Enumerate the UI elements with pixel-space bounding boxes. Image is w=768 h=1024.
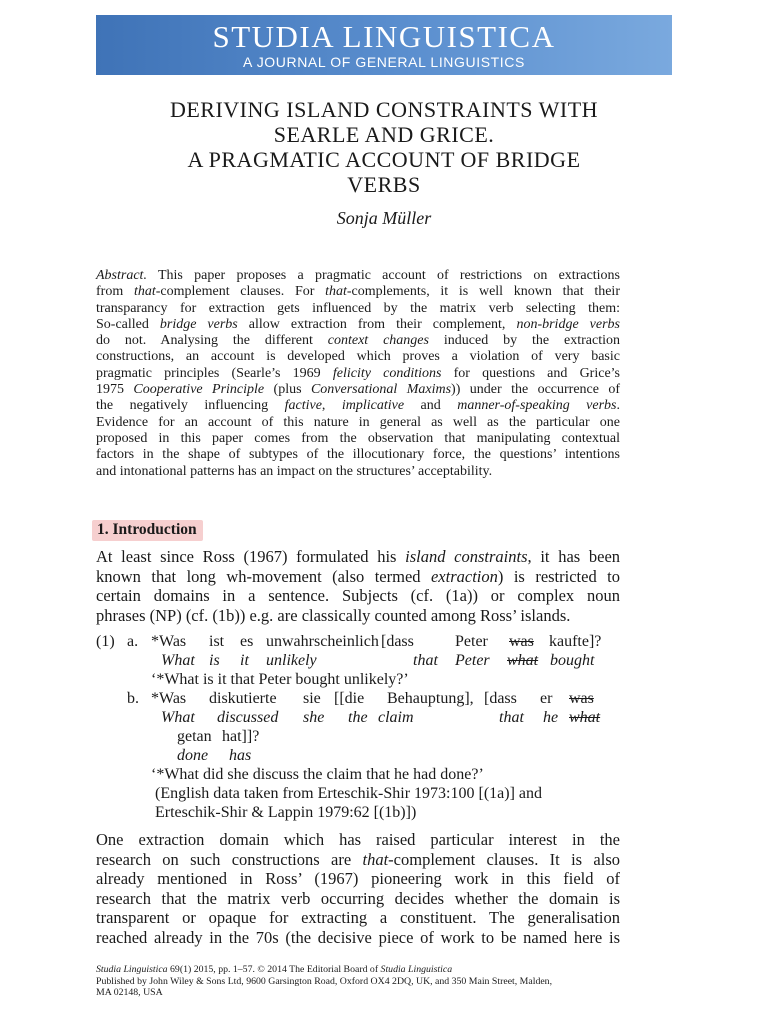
example-word: *Was [151,633,187,650]
journal-name: STUDIA LINGUISTICA [212,19,556,54]
abstract-text: pragmatic principles (Searle’s 1969 [96,365,333,381]
section-heading: 1. Introduction [92,520,203,541]
abstract-term: felicity conditions [332,365,442,381]
gloss-word: that [413,652,438,669]
abstract-text: for questions and Grice’s [441,365,620,381]
body-line: certain domains in a sentence. Subjects (cf. (1a)) or complex noun [96,586,620,606]
body-term: that [362,849,389,869]
abstract-line [96,366,620,382]
body-line: One extraction domain which has raised particular interest in the [96,830,620,849]
body-line: already mentioned in Ross’ (1967) pioneering work in this field of [96,869,620,889]
abstract-term: Cooperative Principle [133,382,265,398]
gloss-word: What [161,709,195,726]
example-source: (English data taken from Erteschik-Shir 1973:100 [(1a)] and [155,785,542,802]
gloss-word: it [240,652,249,669]
abstract-text: allow extraction from their complement, [237,316,517,332]
example-word: [[die [334,690,365,707]
example-number: (1) [96,633,115,650]
journal-subtitle: A JOURNAL OF GENERAL LINGUISTICS [243,54,525,70]
body-line: research that the matrix verb occurring decides whether the domain is [96,888,620,908]
body-line [96,850,620,870]
abstract-term: Conversational Maxims [310,382,452,398]
example-word: ist [209,633,225,650]
gloss-word: she [303,709,325,726]
abstract-text: the negatively influencing [96,398,285,414]
example-word: [dass [484,690,517,707]
abstract-text: -complement clauses. For [155,284,326,300]
footer [96,964,672,999]
footer-publisher: MA 02148, USA [96,987,163,999]
gloss-word: the [348,709,368,726]
abstract-term: bridge verbs [159,316,238,332]
abstract-term: manner-of-speaking verbs [457,398,617,414]
abstract-text: . [616,398,620,414]
body-text: known that long wh-movement (also termed [96,566,431,586]
gloss-word: bought [550,652,595,669]
example-trace: was [509,633,534,650]
abstract-text: 1975 [96,382,134,398]
abstract-text: )) under the occurrence of [451,382,621,398]
body-term: extraction [430,566,498,586]
footer-text: 69(1) 2015, pp. 1–57. © 2014 The Editorial Board of [167,964,381,975]
gloss-word: discussed [217,709,279,726]
gloss-word: he [543,709,559,726]
body-line [96,567,620,587]
abstract-line [96,398,620,414]
body-text: -complement clauses. It is also [388,849,620,869]
abstract-line: and intonational patterns has an impact on the structures’ acceptability. [96,463,493,479]
abstract-line: constructions, an account is developed which proves a violation of very basic [96,349,620,365]
abstract-term: implicative [341,398,405,414]
gloss-word: Peter [455,652,490,669]
body-term: island constraints [405,547,528,566]
gloss-word: What [161,652,195,669]
example-translation-b: ‘*What did she discuss the claim that he had done?’ [151,766,484,783]
abstract-text: This paper proposes a pragmatic account of restrictions on extractions [157,268,621,283]
abstract-line [96,317,620,333]
example-word: Peter [455,633,488,650]
example-word: *Was [151,690,187,707]
example-word: hat]]? [222,728,260,745]
title-line: VERBS [347,172,421,197]
example-word: sie [303,690,321,707]
abstract-text: -complements, it is well known that their [346,284,620,300]
example-label-a: a. [127,633,139,650]
gloss-trace: what [569,709,601,726]
gloss-word: is [209,652,220,669]
body-text: At least since Ross (1967) formulated his [96,547,406,566]
gloss-word: unlikely [266,652,317,669]
body-line [96,547,620,567]
example-word: Behauptung], [387,690,474,707]
example-word: kaufte]? [549,633,602,650]
abstract-term: context changes [327,333,429,349]
abstract-text: So-called [96,316,160,332]
abstract-text: from [96,284,134,300]
example-word: getan [177,728,212,745]
example-word: unwahrscheinlich [266,633,379,650]
abstract-text: (plus [264,382,311,398]
abstract-term: factive [284,398,322,414]
article-title [96,97,672,197]
abstract-line: factors in the shape of subtypes of the illocutionary force, the questions’ intentions [96,447,620,463]
abstract-line: transparancy for extraction gets influenced by the matrix verb selecting them: [96,300,620,316]
body-line: transparent or opaque for extracting a constituent. The generalisation [96,908,620,928]
example-source: Erteschik-Shir & Lappin 1979:62 [(1b)]) [155,804,417,821]
footer-journal: Studia Linguistica [380,964,453,975]
abstract-line: proposed in this paper comes from the observation that manipulating contextual [96,430,620,446]
gloss-word: claim [378,709,414,726]
abstract-text: induced by the extraction [428,333,621,349]
abstract-text: and [404,398,458,414]
abstract-line [96,382,620,398]
title-line: SEARLE AND GRICE. [273,122,495,147]
journal-banner [96,15,672,75]
title-line: A PRAGMATIC ACCOUNT OF BRIDGE [187,147,581,172]
abstract-line [96,284,620,300]
gloss-word: done [177,747,209,764]
abstract-line: Evidence for an account of this nature in general as well as the particular one [96,414,620,430]
title-line: DERIVING ISLAND CONSTRAINTS WITH [169,97,599,122]
abstract-text: , [321,398,342,414]
abstract-term: that [133,284,156,300]
example-word: [dass [381,633,414,650]
example-word: es [240,633,254,650]
author-name: Sonja Müller [336,208,432,228]
abstract-line [96,268,620,284]
footer-citation [96,964,672,976]
abstract-term: non-bridge verbs [516,316,620,332]
abstract-text: do not. Analysing the different [96,333,328,349]
body-text: ) is restricted to [497,566,621,586]
example-word: diskutierte [209,690,277,707]
body-text: , it has been [527,547,621,566]
gloss-word: has [229,747,252,764]
example-translation-a: ‘*What is it that Peter bought unlikely?’ [151,671,409,688]
example-trace: was [569,690,594,707]
body-line: phrases (NP) (cf. (1b)) e.g. are classically counted among Ross’ islands. [96,605,571,625]
footer-publisher: Published by John Wiley & Sons Ltd, 9600 Garsington Road, Oxford OX4 2DQ, UK, and 350 Main Street, Malden, [96,975,553,987]
body-text: research on such constructions are [96,849,363,869]
gloss-word: that [499,709,524,726]
abstract-label: Abstract. [96,268,147,283]
example-label-b: b. [127,690,139,707]
abstract-term: that [325,284,347,300]
example-word: er [540,690,553,707]
paragraph [96,830,620,948]
gloss-trace: what [507,652,539,669]
body-line: reached already in the 70s (the decisive piece of work to be named here is [96,927,620,947]
footer-journal: Studia Linguistica [96,964,168,975]
paragraph [96,547,620,625]
abstract-line [96,333,620,349]
abstract [96,268,620,480]
